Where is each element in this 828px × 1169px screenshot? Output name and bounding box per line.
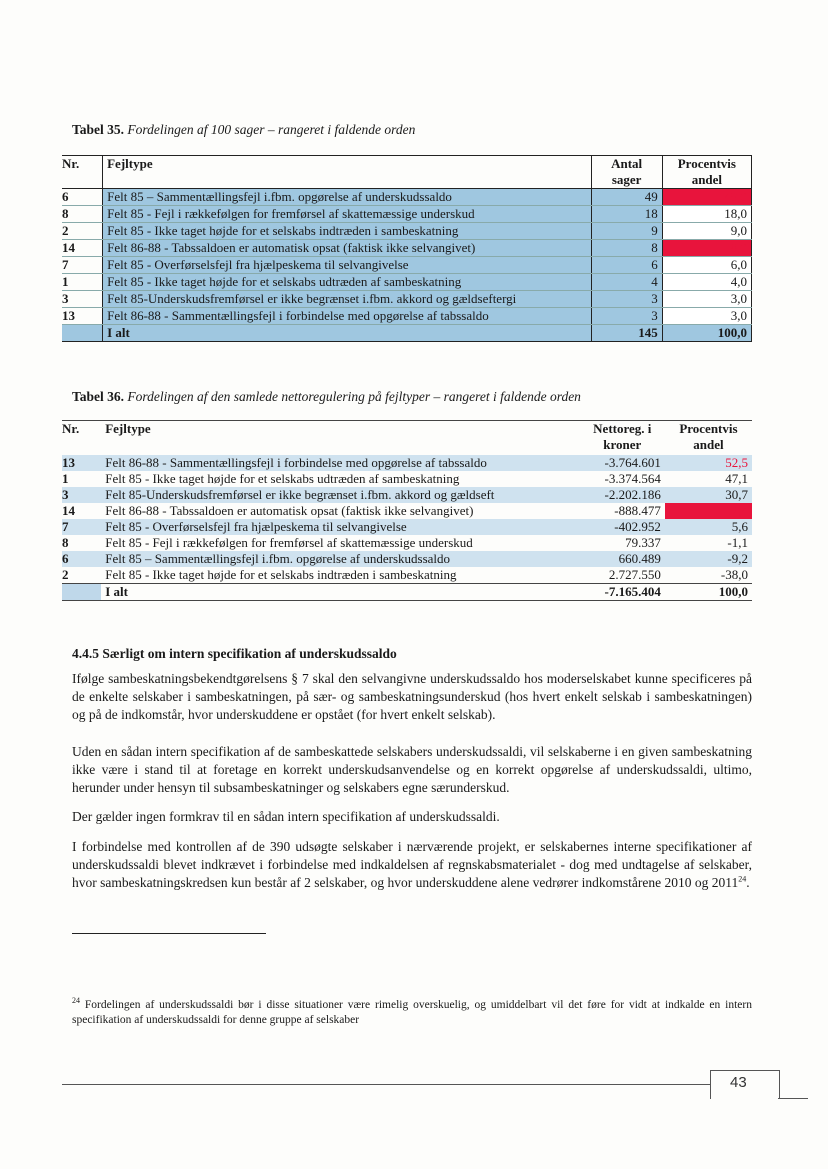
table-row (62, 567, 752, 584)
table-35-label: Tabel 35. (72, 122, 125, 137)
row-pct: -9,2 (665, 551, 752, 567)
row-nettoreg: -402.952 (580, 519, 665, 535)
table-36-label: Tabel 36. (72, 389, 125, 404)
row-pct: 52,5 (665, 455, 752, 471)
table-row (62, 274, 752, 291)
header-procentvis-andel: Procentvis andel (662, 156, 751, 189)
row-antal: 4 (591, 274, 662, 291)
footnote-text: Fordelingen af underskudssaldi bør i disse situationer være rimelig overskuelig, og umiddelbart vil det føre for vidt at indkalde en intern specifikation af underskudssaldi for denne gruppe af selskaber (72, 999, 752, 1026)
footer-rule-left (62, 1084, 710, 1085)
row-fejltype: Felt 85-Underskudsfremførsel er ikke begrænset i.fbm. akkord og gældseftergi (103, 291, 591, 308)
row-fejltype: Felt 85 - Fejl i rækkefølgen for fremførsel af skattemæssige underskud (105, 535, 473, 550)
row-nettoreg: 79.337 (625, 535, 661, 550)
row-pct: 8,0 (662, 240, 751, 257)
row-antal: 3 (591, 308, 662, 325)
row-fejltype: Felt 85 - Overførselsfejl fra hjælpeskema til selvangivelse (103, 257, 591, 274)
row-fejltype: Felt 86-88 - Sammentællingsfejl i forbindelse med opgørelse af tabssaldo (103, 308, 591, 325)
table-row (62, 257, 752, 274)
table-row (62, 519, 752, 535)
paragraph-2: Uden en sådan intern specifikation af de sambeskattede selskabers underskudssaldi, vil selskaberne i en given sambeskatning ikke være i stand til at foretage en korrekt underskudsanvendelse og en korrekt opgørelse af underskudssaldi, ultimo, herunder under hensyn til subsambeskatninger og selskabers egne særunderskud. (72, 744, 752, 795)
table-row (62, 291, 752, 308)
paragraph-4: I forbindelse med kontrollen af de 390 udsøgte selskaber i nærværende projekt, er selskabernes interne specifikationer af underskudssaldi blevet indkrævet i forbindelse med indkaldelsen af regnskabsmaterialet - dog med undtagelse af selskaber, hvor sambeskatningskredsen kun består af 2 selskaber, og hvor underskuddene alene vedrører indkomstårene 2010 og 2011$^{24}$. (72, 839, 752, 890)
row-nr: 1 (62, 471, 69, 486)
row-nr: 3 (62, 291, 103, 308)
table-35-total-row (62, 325, 752, 342)
row-pct: 3,0 (662, 308, 751, 325)
table-row (62, 487, 752, 503)
row-nettoreg: -2.202.186 (580, 487, 665, 503)
total-nr-cell (62, 584, 101, 601)
row-nettoreg: -3.764.601 (580, 455, 665, 471)
row-nr: 6 (62, 551, 101, 567)
footnote-separator (72, 933, 266, 934)
row-fejltype: Felt 85 - Overførselsfejl fra hjælpeskema til selvangivelse (101, 519, 579, 535)
row-fejltype: Felt 86-88 - Tabssaldoen er automatisk opsat (faktisk ikke selvangivet) (103, 240, 591, 257)
row-nr: 13 (62, 308, 103, 325)
table-row (62, 455, 752, 471)
table-row (62, 471, 752, 487)
row-fejltype: Felt 85 - Ikke taget højde for et selskabs indtræden i sambeskatning (105, 567, 457, 582)
row-fejltype: Felt 85 – Sammentællingsfejl i.fbm. opgørelse af underskudssaldo (101, 551, 579, 567)
row-pct: 49,0 (662, 189, 751, 206)
header-nettoreg: Nettoreg. i kroner (580, 421, 665, 456)
row-fejltype: Felt 85 – Sammentællingsfejl i.fbm. opgørelse af underskudssaldo (103, 189, 591, 206)
row-pct: 18,0 (662, 206, 751, 223)
header-procentvis-andel: Procentvis andel (665, 421, 752, 456)
row-pct: -1,1 (727, 535, 748, 550)
total-count: 145 (591, 325, 662, 342)
row-antal: 3 (591, 291, 662, 308)
row-pct: 12,4 (665, 503, 752, 519)
row-nr: 14 (62, 503, 75, 518)
header-fejltype: Fejltype (103, 156, 591, 189)
row-nr: 8 (62, 535, 69, 550)
paragraph-3: Der gælder ingen formkrav til en sådan intern specifikation af underskudssaldi. (72, 809, 500, 824)
table-35-title: Fordelingen af 100 sager – rangeret i faldende orden (127, 122, 416, 137)
row-fejltype: Felt 85 - Fejl i rækkefølgen for fremførsel af skattemæssige underskud (103, 206, 591, 223)
row-nettoreg: 2.727.550 (608, 567, 661, 582)
page-number: 43 (730, 1074, 747, 1091)
table-35-header (62, 156, 752, 189)
row-pct: 5,6 (665, 519, 752, 535)
header-nr: Nr. (62, 156, 103, 189)
table-35 (62, 155, 752, 342)
header-fejltype: Fejltype (101, 421, 579, 456)
table-row (62, 240, 752, 257)
row-antal: 49 (591, 189, 662, 206)
row-fejltype: Felt 86-88 - Sammentællingsfejl i forbindelse med opgørelse af tabssaldo (101, 455, 579, 471)
row-nr: 1 (62, 274, 103, 291)
footer-rule-right (778, 1098, 808, 1099)
table-36-caption (72, 389, 581, 405)
table-row (62, 308, 752, 325)
row-nr: 6 (62, 189, 103, 206)
row-nr: 13 (62, 455, 101, 471)
row-fejltype: Felt 85 - Ikke taget højde for et selskabs indtræden i sambeskatning (103, 223, 591, 240)
header-nr: Nr. (62, 421, 101, 456)
section-heading: 4.4.5 Særligt om intern specifikation af underskudssaldo (72, 646, 397, 661)
row-nettoreg: -3.374.564 (604, 471, 661, 486)
row-nr: 3 (62, 487, 101, 503)
total-pct: 100,0 (662, 325, 751, 342)
row-nr: 7 (62, 257, 103, 274)
row-nr: 7 (62, 519, 101, 535)
table-row (62, 503, 752, 519)
row-pct: 47,1 (725, 471, 748, 486)
row-antal: 8 (591, 240, 662, 257)
footnote (72, 998, 752, 1028)
total-pct: 100,0 (665, 584, 752, 601)
row-nr: 2 (62, 223, 103, 240)
row-nr: 14 (62, 240, 103, 257)
row-pct: 9,0 (662, 223, 751, 240)
row-nettoreg: 660.489 (580, 551, 665, 567)
row-antal: 18 (591, 206, 662, 223)
row-antal: 9 (591, 223, 662, 240)
total-label: I alt (101, 584, 579, 601)
total-label: I alt (103, 325, 591, 342)
header-antal-sager: Antal sager (591, 156, 662, 189)
row-nr: 2 (62, 567, 69, 582)
total-amount: -7.165.404 (580, 584, 665, 601)
footnote-reference[interactable]: 24 (738, 874, 747, 884)
row-fejltype: Felt 85-Underskudsfremførsel er ikke begrænset i.fbm. akkord og gældseft (101, 487, 579, 503)
table-row (62, 551, 752, 567)
table-row (62, 223, 752, 240)
paragraph-1: Ifølge sambeskatningsbekendtgørelsens § 7 skal den selvangivne underskudssaldo hos moderselskabet kunne specificeres på de enkelte selskaber i sambeskatningen, på sær- og sambeskatningsunderskud (hos hvert enkelt selskab i sambeskatningen) og på de indkomstår, hvor underskuddene er opstået (for hvert enkelt selskab). (72, 671, 752, 722)
row-fejltype: Felt 85 - Ikke taget højde for et selskabs udtræden af sambeskatning (105, 471, 460, 486)
row-pct: 30,7 (665, 487, 752, 503)
table-36 (62, 420, 752, 601)
row-pct: -38,0 (720, 567, 748, 582)
row-fejltype: Felt 85 - Ikke taget højde for et selskabs udtræden af sambeskatning (103, 274, 591, 291)
row-fejltype: Felt 86-88 - Tabssaldoen er automatisk opsat (faktisk ikke selvangivet) (105, 503, 474, 518)
table-row (62, 535, 752, 551)
table-row (62, 189, 752, 206)
row-nr: 8 (62, 206, 103, 223)
table-36-header (62, 421, 752, 456)
table-row (62, 206, 752, 223)
table-35-caption (72, 122, 415, 138)
row-pct: 3,0 (662, 291, 751, 308)
table-36-total-row (62, 584, 752, 601)
row-pct: 6,0 (662, 257, 751, 274)
row-pct: 4,0 (662, 274, 751, 291)
row-nettoreg: -888.477 (614, 503, 661, 518)
footnote-number: 24 (72, 996, 80, 1006)
row-antal: 6 (591, 257, 662, 274)
total-nr-cell (62, 325, 103, 342)
table-36-title: Fordelingen af den samlede nettoregulering på fejltyper – rangeret i faldende orden (127, 389, 581, 404)
